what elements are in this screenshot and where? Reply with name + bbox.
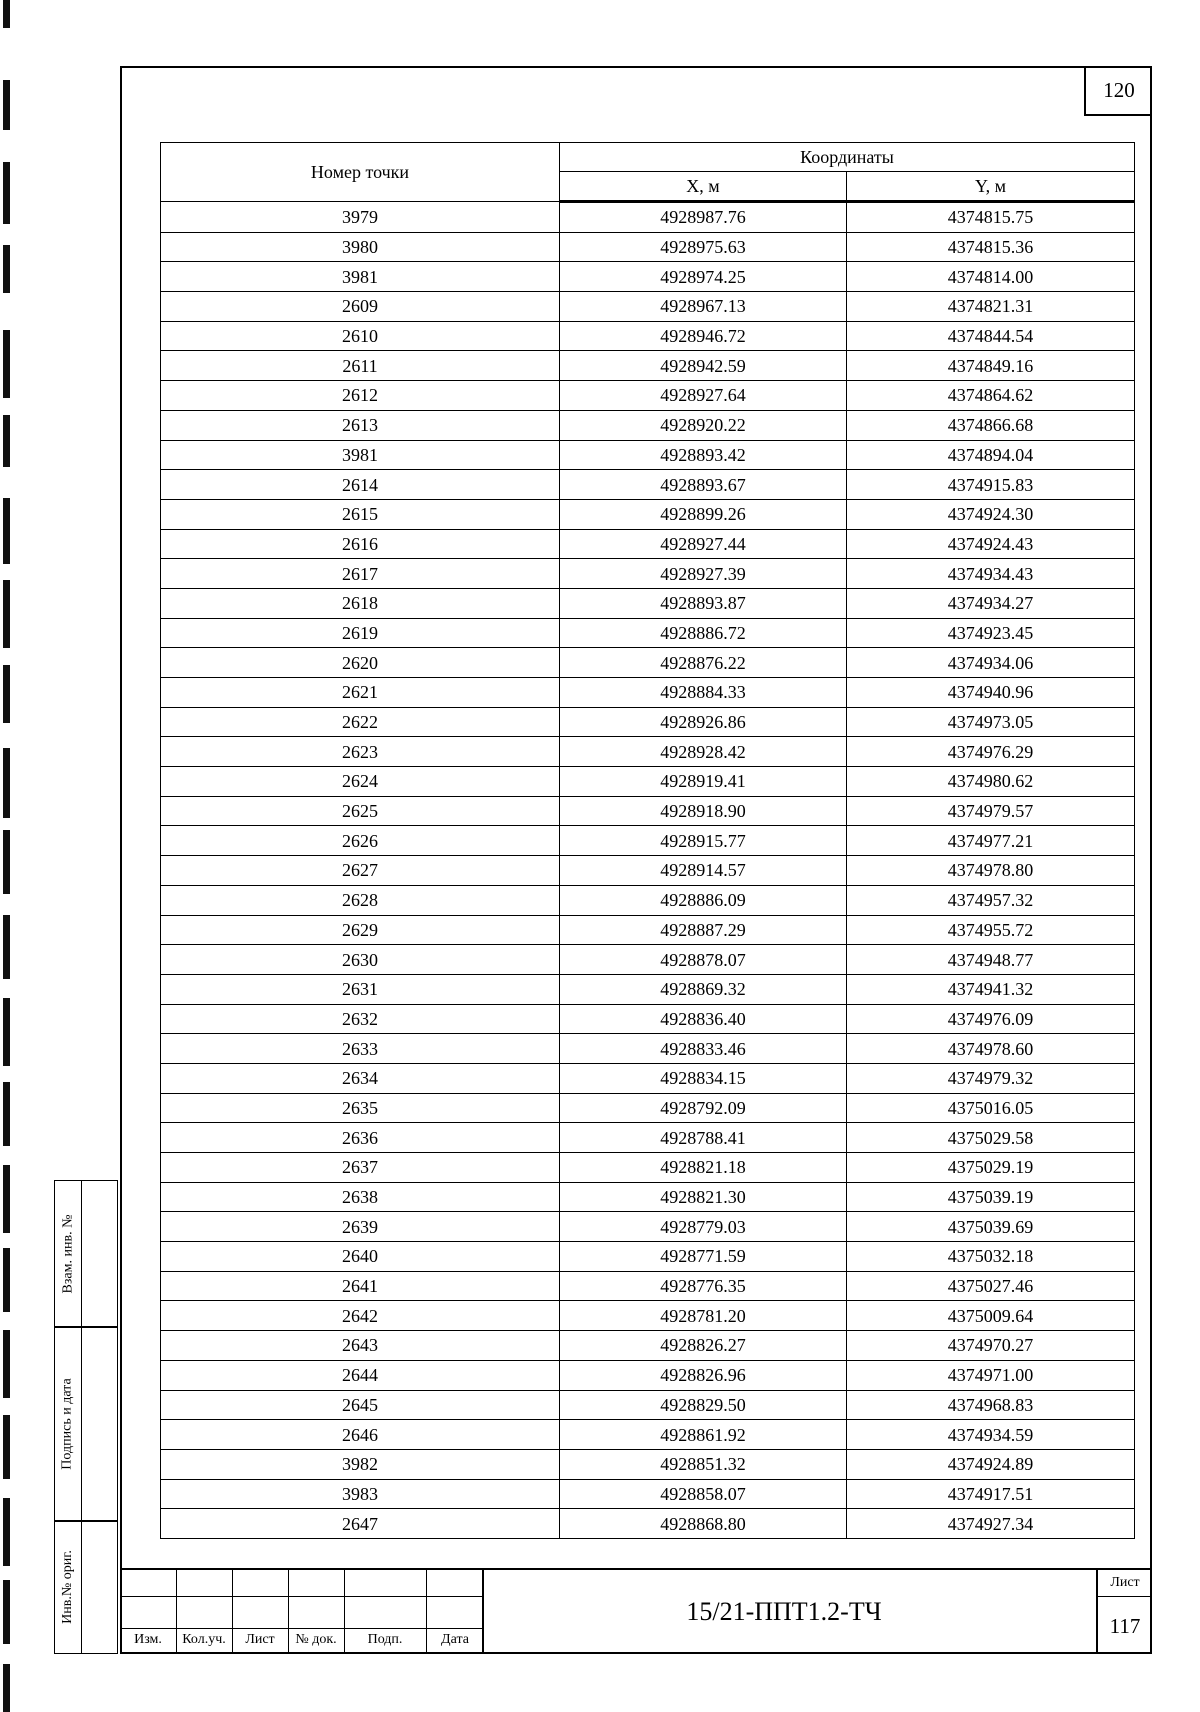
y-coordinate-cell: 4374924.43 bbox=[847, 529, 1135, 559]
point-number-cell: 3983 bbox=[161, 1479, 560, 1509]
point-number-cell: 2642 bbox=[161, 1301, 560, 1331]
point-number-cell: 2618 bbox=[161, 588, 560, 618]
page-number-top: 120 bbox=[1084, 66, 1152, 116]
x-coordinate-cell: 4928967.13 bbox=[560, 292, 847, 322]
y-coordinate-cell: 4375027.46 bbox=[847, 1271, 1135, 1301]
x-coordinate-cell: 4928876.22 bbox=[560, 648, 847, 678]
binder-marks bbox=[0, 0, 12, 1712]
table-row bbox=[161, 1420, 1135, 1450]
x-coordinate-cell: 4928886.09 bbox=[560, 885, 847, 915]
x-coordinate-cell: 4928974.25 bbox=[560, 262, 847, 292]
caption-kol-uch: Кол.уч. bbox=[182, 1632, 226, 1647]
x-coordinate-cell: 4928851.32 bbox=[560, 1449, 847, 1479]
y-coordinate-cell: 4375029.19 bbox=[847, 1153, 1135, 1183]
y-coordinate-cell: 4374815.36 bbox=[847, 232, 1135, 262]
x-coordinate-cell: 4928833.46 bbox=[560, 1034, 847, 1064]
y-coordinate-cell: 4374915.83 bbox=[847, 470, 1135, 500]
y-coordinate-cell: 4374924.89 bbox=[847, 1449, 1135, 1479]
x-coordinate-cell: 4928914.57 bbox=[560, 856, 847, 886]
point-number-cell: 3979 bbox=[161, 202, 560, 233]
point-number-cell: 2615 bbox=[161, 499, 560, 529]
x-coordinate-cell: 4928887.29 bbox=[560, 915, 847, 945]
y-coordinate-cell: 4374821.31 bbox=[847, 292, 1135, 322]
x-coordinate-cell: 4928836.40 bbox=[560, 1004, 847, 1034]
table-row bbox=[161, 381, 1135, 411]
stamp-inv-label: Инв.№ ориг. bbox=[60, 1550, 76, 1624]
y-coordinate-cell: 4374941.32 bbox=[847, 974, 1135, 1004]
table-row bbox=[161, 499, 1135, 529]
table-row bbox=[161, 1271, 1135, 1301]
table-row bbox=[161, 440, 1135, 470]
x-coordinate-cell: 4928868.80 bbox=[560, 1509, 847, 1539]
stamp-vzam bbox=[54, 1180, 118, 1328]
point-number-cell: 2609 bbox=[161, 292, 560, 322]
table-row bbox=[161, 648, 1135, 678]
side-stamp bbox=[54, 1180, 120, 1654]
point-number-cell: 2633 bbox=[161, 1034, 560, 1064]
revision-grid bbox=[120, 1570, 484, 1654]
table-row bbox=[161, 588, 1135, 618]
table-row bbox=[161, 885, 1135, 915]
x-coordinate-cell: 4928821.30 bbox=[560, 1182, 847, 1212]
table-row bbox=[161, 1331, 1135, 1361]
table-row bbox=[161, 826, 1135, 856]
point-number-cell: 2636 bbox=[161, 1123, 560, 1153]
y-coordinate-cell: 4374979.32 bbox=[847, 1063, 1135, 1093]
table-row bbox=[161, 262, 1135, 292]
point-number-cell: 2620 bbox=[161, 648, 560, 678]
table-row bbox=[161, 351, 1135, 381]
table-row bbox=[161, 1301, 1135, 1331]
y-coordinate-cell: 4375016.05 bbox=[847, 1093, 1135, 1123]
table-row bbox=[161, 707, 1135, 737]
table-row bbox=[161, 1212, 1135, 1242]
table-row bbox=[161, 1449, 1135, 1479]
point-number-cell: 2638 bbox=[161, 1182, 560, 1212]
y-coordinate-cell: 4374978.60 bbox=[847, 1034, 1135, 1064]
x-coordinate-cell: 4928861.92 bbox=[560, 1420, 847, 1450]
x-coordinate-cell: 4928915.77 bbox=[560, 826, 847, 856]
y-coordinate-cell: 4374979.57 bbox=[847, 796, 1135, 826]
table-row bbox=[161, 1153, 1135, 1183]
table-row bbox=[161, 974, 1135, 1004]
table-row bbox=[161, 856, 1135, 886]
y-coordinate-cell: 4374948.77 bbox=[847, 945, 1135, 975]
point-number-cell: 2611 bbox=[161, 351, 560, 381]
table-row bbox=[161, 1479, 1135, 1509]
point-number-cell: 2647 bbox=[161, 1509, 560, 1539]
document-code: 15/21-ППТ1.2-ТЧ bbox=[686, 1597, 882, 1626]
stamp-podpis-label: Подпись и дата bbox=[60, 1378, 76, 1470]
table-row bbox=[161, 1242, 1135, 1272]
x-coordinate-cell: 4928788.41 bbox=[560, 1123, 847, 1153]
x-coordinate-cell: 4928927.64 bbox=[560, 381, 847, 411]
point-number-cell: 2625 bbox=[161, 796, 560, 826]
point-number-cell: 2630 bbox=[161, 945, 560, 975]
caption-list: Лист bbox=[245, 1632, 275, 1647]
y-coordinate-cell: 4374977.21 bbox=[847, 826, 1135, 856]
y-coordinate-cell: 4374934.43 bbox=[847, 559, 1135, 589]
point-number-cell: 2643 bbox=[161, 1331, 560, 1361]
point-number-cell: 2641 bbox=[161, 1271, 560, 1301]
y-coordinate-cell: 4374970.27 bbox=[847, 1331, 1135, 1361]
x-coordinate-cell: 4928975.63 bbox=[560, 232, 847, 262]
header-y: Y, м bbox=[847, 172, 1135, 202]
y-coordinate-cell: 4374934.06 bbox=[847, 648, 1135, 678]
x-coordinate-cell: 4928779.03 bbox=[560, 1212, 847, 1242]
x-coordinate-cell: 4928893.67 bbox=[560, 470, 847, 500]
point-number-cell: 3981 bbox=[161, 440, 560, 470]
x-coordinate-cell: 4928776.35 bbox=[560, 1271, 847, 1301]
y-coordinate-cell: 4374866.68 bbox=[847, 410, 1135, 440]
x-coordinate-cell: 4928928.42 bbox=[560, 737, 847, 767]
point-number-cell: 2621 bbox=[161, 678, 560, 708]
table-row bbox=[161, 678, 1135, 708]
table-row bbox=[161, 1034, 1135, 1064]
point-number-cell: 2627 bbox=[161, 856, 560, 886]
x-coordinate-cell: 4928878.07 bbox=[560, 945, 847, 975]
y-coordinate-cell: 4375029.58 bbox=[847, 1123, 1135, 1153]
table-row bbox=[161, 529, 1135, 559]
y-coordinate-cell: 4374934.59 bbox=[847, 1420, 1135, 1450]
title-block bbox=[120, 1568, 1152, 1654]
x-coordinate-cell: 4928987.76 bbox=[560, 202, 847, 233]
y-coordinate-cell: 4374894.04 bbox=[847, 440, 1135, 470]
caption-izm: Изм. bbox=[134, 1632, 162, 1647]
table-row bbox=[161, 1004, 1135, 1034]
y-coordinate-cell: 4374980.62 bbox=[847, 767, 1135, 797]
point-number-cell: 2612 bbox=[161, 381, 560, 411]
point-number-cell: 2628 bbox=[161, 885, 560, 915]
point-number-cell: 2646 bbox=[161, 1420, 560, 1450]
point-number-cell: 2645 bbox=[161, 1390, 560, 1420]
table-row bbox=[161, 1123, 1135, 1153]
table-row bbox=[161, 796, 1135, 826]
x-coordinate-cell: 4928926.86 bbox=[560, 707, 847, 737]
point-number-cell: 2631 bbox=[161, 974, 560, 1004]
point-number-cell: 3980 bbox=[161, 232, 560, 262]
caption-podp: Подп. bbox=[367, 1632, 403, 1647]
table-row bbox=[161, 559, 1135, 589]
x-coordinate-cell: 4928826.27 bbox=[560, 1331, 847, 1361]
x-coordinate-cell: 4928781.20 bbox=[560, 1301, 847, 1331]
point-number-cell: 2634 bbox=[161, 1063, 560, 1093]
y-coordinate-cell: 4374849.16 bbox=[847, 351, 1135, 381]
sheet-box bbox=[1096, 1570, 1152, 1654]
point-number-cell: 2640 bbox=[161, 1242, 560, 1272]
header-coordinates: Координаты bbox=[560, 143, 1135, 172]
table-row bbox=[161, 202, 1135, 233]
x-coordinate-cell: 4928918.90 bbox=[560, 796, 847, 826]
x-coordinate-cell: 4928893.87 bbox=[560, 588, 847, 618]
table-row bbox=[161, 292, 1135, 322]
y-coordinate-cell: 4374815.75 bbox=[847, 202, 1135, 233]
y-coordinate-cell: 4374955.72 bbox=[847, 915, 1135, 945]
point-number-cell: 2637 bbox=[161, 1153, 560, 1183]
point-number-cell: 2619 bbox=[161, 618, 560, 648]
table-row bbox=[161, 1360, 1135, 1390]
x-coordinate-cell: 4928834.15 bbox=[560, 1063, 847, 1093]
y-coordinate-cell: 4375039.19 bbox=[847, 1182, 1135, 1212]
y-coordinate-cell: 4374976.09 bbox=[847, 1004, 1135, 1034]
stamp-vzam-label: Взам. инв. № bbox=[60, 1214, 75, 1294]
x-coordinate-cell: 4928946.72 bbox=[560, 321, 847, 351]
point-number-cell: 2635 bbox=[161, 1093, 560, 1123]
point-number-cell: 2614 bbox=[161, 470, 560, 500]
x-coordinate-cell: 4928899.26 bbox=[560, 499, 847, 529]
point-number-cell: 2617 bbox=[161, 559, 560, 589]
point-number-cell: 2644 bbox=[161, 1360, 560, 1390]
stamp-inv bbox=[54, 1520, 118, 1654]
point-number-cell: 2623 bbox=[161, 737, 560, 767]
x-coordinate-cell: 4928886.72 bbox=[560, 618, 847, 648]
y-coordinate-cell: 4374927.34 bbox=[847, 1509, 1135, 1539]
x-coordinate-cell: 4928884.33 bbox=[560, 678, 847, 708]
point-number-cell: 3981 bbox=[161, 262, 560, 292]
table-row bbox=[161, 1509, 1135, 1539]
table-row bbox=[161, 232, 1135, 262]
table-row bbox=[161, 321, 1135, 351]
y-coordinate-cell: 4374934.27 bbox=[847, 588, 1135, 618]
point-number-cell: 2622 bbox=[161, 707, 560, 737]
table-row bbox=[161, 470, 1135, 500]
point-number-cell: 2624 bbox=[161, 767, 560, 797]
x-coordinate-cell: 4928920.22 bbox=[560, 410, 847, 440]
y-coordinate-cell: 4374973.05 bbox=[847, 707, 1135, 737]
coordinates-table bbox=[160, 142, 1135, 1539]
table-row bbox=[161, 1390, 1135, 1420]
x-coordinate-cell: 4928771.59 bbox=[560, 1242, 847, 1272]
y-coordinate-cell: 4374940.96 bbox=[847, 678, 1135, 708]
y-coordinate-cell: 4374924.30 bbox=[847, 499, 1135, 529]
y-coordinate-cell: 4374978.80 bbox=[847, 856, 1135, 886]
table-row bbox=[161, 737, 1135, 767]
header-x: X, м bbox=[560, 172, 847, 202]
point-number-cell: 3982 bbox=[161, 1449, 560, 1479]
x-coordinate-cell: 4928869.32 bbox=[560, 974, 847, 1004]
y-coordinate-cell: 4374971.00 bbox=[847, 1360, 1135, 1390]
table-row bbox=[161, 410, 1135, 440]
table-row bbox=[161, 1093, 1135, 1123]
y-coordinate-cell: 4374864.62 bbox=[847, 381, 1135, 411]
x-coordinate-cell: 4928829.50 bbox=[560, 1390, 847, 1420]
sheet-label: Лист bbox=[1098, 1570, 1152, 1597]
y-coordinate-cell: 4374968.83 bbox=[847, 1390, 1135, 1420]
table-row bbox=[161, 915, 1135, 945]
y-coordinate-cell: 4374923.45 bbox=[847, 618, 1135, 648]
point-number-cell: 2629 bbox=[161, 915, 560, 945]
point-number-cell: 2613 bbox=[161, 410, 560, 440]
y-coordinate-cell: 4374814.00 bbox=[847, 262, 1135, 292]
table-row bbox=[161, 1063, 1135, 1093]
sheet-number: 117 bbox=[1109, 1613, 1141, 1638]
table-row bbox=[161, 767, 1135, 797]
x-coordinate-cell: 4928858.07 bbox=[560, 1479, 847, 1509]
table-row bbox=[161, 618, 1135, 648]
table-body bbox=[161, 202, 1135, 1539]
x-coordinate-cell: 4928919.41 bbox=[560, 767, 847, 797]
x-coordinate-cell: 4928942.59 bbox=[560, 351, 847, 381]
y-coordinate-cell: 4374844.54 bbox=[847, 321, 1135, 351]
y-coordinate-cell: 4375039.69 bbox=[847, 1212, 1135, 1242]
point-number-cell: 2632 bbox=[161, 1004, 560, 1034]
x-coordinate-cell: 4928821.18 bbox=[560, 1153, 847, 1183]
y-coordinate-cell: 4374976.29 bbox=[847, 737, 1135, 767]
y-coordinate-cell: 4374917.51 bbox=[847, 1479, 1135, 1509]
y-coordinate-cell: 4375032.18 bbox=[847, 1242, 1135, 1272]
stamp-podpis bbox=[54, 1326, 118, 1522]
point-number-cell: 2626 bbox=[161, 826, 560, 856]
table-row bbox=[161, 1182, 1135, 1212]
caption-data: Дата bbox=[441, 1632, 469, 1647]
point-number-cell: 2616 bbox=[161, 529, 560, 559]
point-number-cell: 2639 bbox=[161, 1212, 560, 1242]
y-coordinate-cell: 4375009.64 bbox=[847, 1301, 1135, 1331]
caption-doc-number: № док. bbox=[295, 1632, 337, 1647]
table-row bbox=[161, 945, 1135, 975]
x-coordinate-cell: 4928927.44 bbox=[560, 529, 847, 559]
header-point-number: Номер точки bbox=[161, 143, 560, 202]
x-coordinate-cell: 4928927.39 bbox=[560, 559, 847, 589]
y-coordinate-cell: 4374957.32 bbox=[847, 885, 1135, 915]
x-coordinate-cell: 4928826.96 bbox=[560, 1360, 847, 1390]
x-coordinate-cell: 4928893.42 bbox=[560, 440, 847, 470]
x-coordinate-cell: 4928792.09 bbox=[560, 1093, 847, 1123]
point-number-cell: 2610 bbox=[161, 321, 560, 351]
